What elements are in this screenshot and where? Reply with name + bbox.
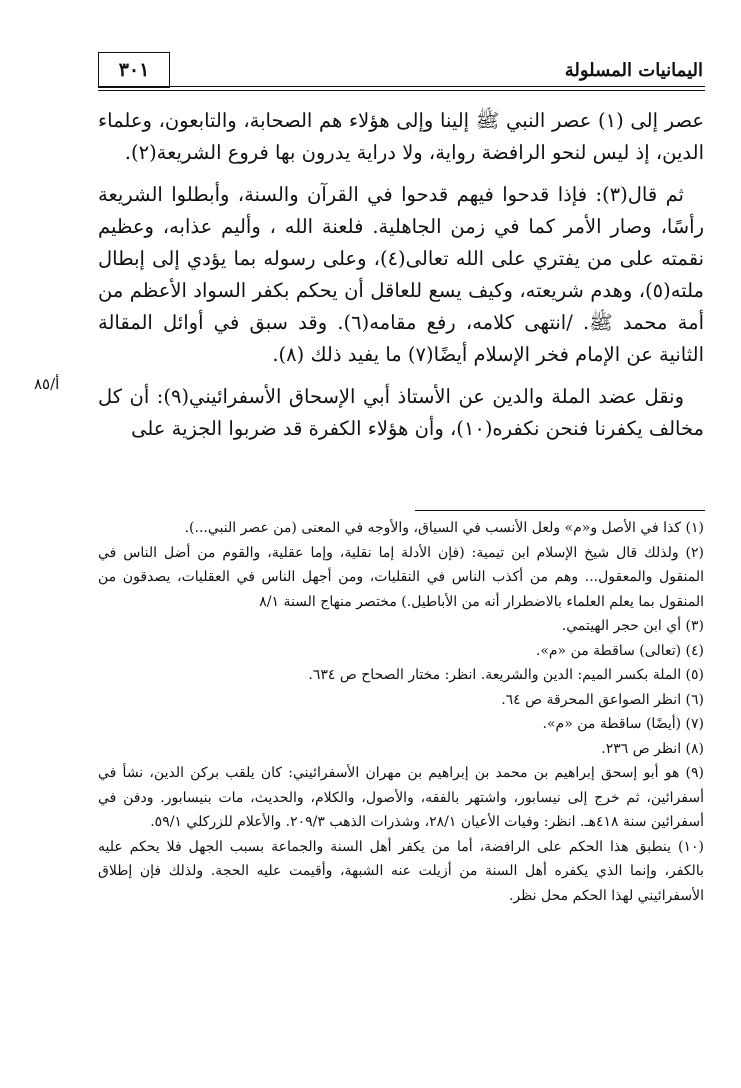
header-rule-secondary	[98, 90, 705, 91]
footnote-4: (٤) (تعالى) ساقطة من «م».	[535, 642, 704, 659]
body-paragraph-1: عصر إلى (١) عصر النبي ﷺ إلينا وإلى هؤلاء هم الصحابة، والتابعون، وعلماء الدين، إذ ليس لنحو الرافضة رواية، ولا دراية يدرون بها فروع الشريعة(٢).	[98, 109, 704, 164]
footnote-1: (١) كذا في الأصل و«م» ولعل الأنسب في السياق، والأوجه في المعنى (من عصر النبي...).	[184, 520, 704, 536]
body-paragraph-3: ونقل عضد الملة والدين عن الأستاذ أبي الإسحاق الأسفرائيني(٩): أن كل مخالف يكفرنا فنحن نكفره(١٠)، وأن هؤلاء الكفرة قد ضربوا الجزية على	[98, 385, 704, 440]
footnote-3: (٣) أي ابن حجر الهيتمي.	[561, 618, 704, 634]
footnote-9: (٩) هو أبو إسحق إبراهيم بن محمد بن إبراهيم بن مهران الأسفرائيني: كان يلقب بركن الدين، نشأ في أسفرائين، ثم خرج إلى نيسابور، واشتهر بالفقه، والأصول، والكلام، والحديث، مات بنيسابور. ودفن في أسفرائين سنة ٤١٨هـ. انظر: وفيات الأعيان ٢٨/١، وشذرات الذهب ٢٠٩/٣. والأعلام للزركلي ٥٩/١.	[98, 765, 704, 830]
footnote-7: (٧) (أيضًا) ساقطة من «م».	[542, 716, 704, 732]
footnote-5: (٥) الملة بكسر الميم: الدين والشريعة. انظر: مختار الصحاح ص ٦٣٤.	[308, 667, 704, 683]
footnote-8: (٨) انظر ص ٢٣٦.	[601, 740, 704, 757]
body-text	[98, 105, 704, 455]
page-number: ٣٠١	[98, 52, 170, 88]
footnote-10: (١٠) ينطبق هذا الحكم على الرافضة، أما من يكفر أهل السنة والجماعة بسبب الجهل فلا يحكم عليه بالكفر، وإنما الذي يكفره أهل السنة من أزيلت عنه الشبهة، وأقيمت عليه الحجة. ولذلك فإن إطلاق الأسفرائيني لهذا الحكم محل نظر.	[98, 838, 704, 904]
running-header-title: اليمانيات المسلولة	[564, 60, 703, 81]
header-rule	[98, 86, 705, 87]
footnote-6: (٦) انظر الصواعق المحرقة ص ٦٤.	[501, 691, 704, 708]
manuscript-folio-reference: أ/٨٥	[34, 375, 60, 393]
footnote-separator	[415, 510, 705, 511]
footnotes	[98, 516, 704, 908]
body-paragraph-2: ثم قال(٣): فإذا قدحوا فيهم قدحوا في القرآن والسنة، وأبطلوا الشريعة رأسًا، وصار الأمر كما في زمن الجاهلية. فلعنة الله ، وأليم عذابه، وعظيم نقمته على من يفتري على الله تعالى(٤)، وعلى رسوله بما يؤدي إلى إبطال ملته(٥)، وهدم شريعته، وكيف يسع للعاقل أن يحكم بكفر السواد الأعظم من أمة محمد ﷺ. /انتهى كلامه، رفع مقامه(٦). وقد سبق في أوائل المقالة الثانية عن الإمام فخر الإسلام أيضًا(٧) ما يفيد ذلك (٨).	[98, 183, 704, 366]
footnote-2: (٢) ولذلك قال شيخ الإسلام ابن تيمية: (فإن الأدلة إما نقلية، وإما عقلية، والقوم من أضل الناس في المنقول والمعقول... وهم من أكذب الناس في النقليات، ومن أجهل الناس في العقليات، يصدقون من المنقول بما يعلم العلماء بالاضطرار أنه من الأباطيل.) مختصر منهاج السنة ٨/١	[98, 544, 704, 610]
